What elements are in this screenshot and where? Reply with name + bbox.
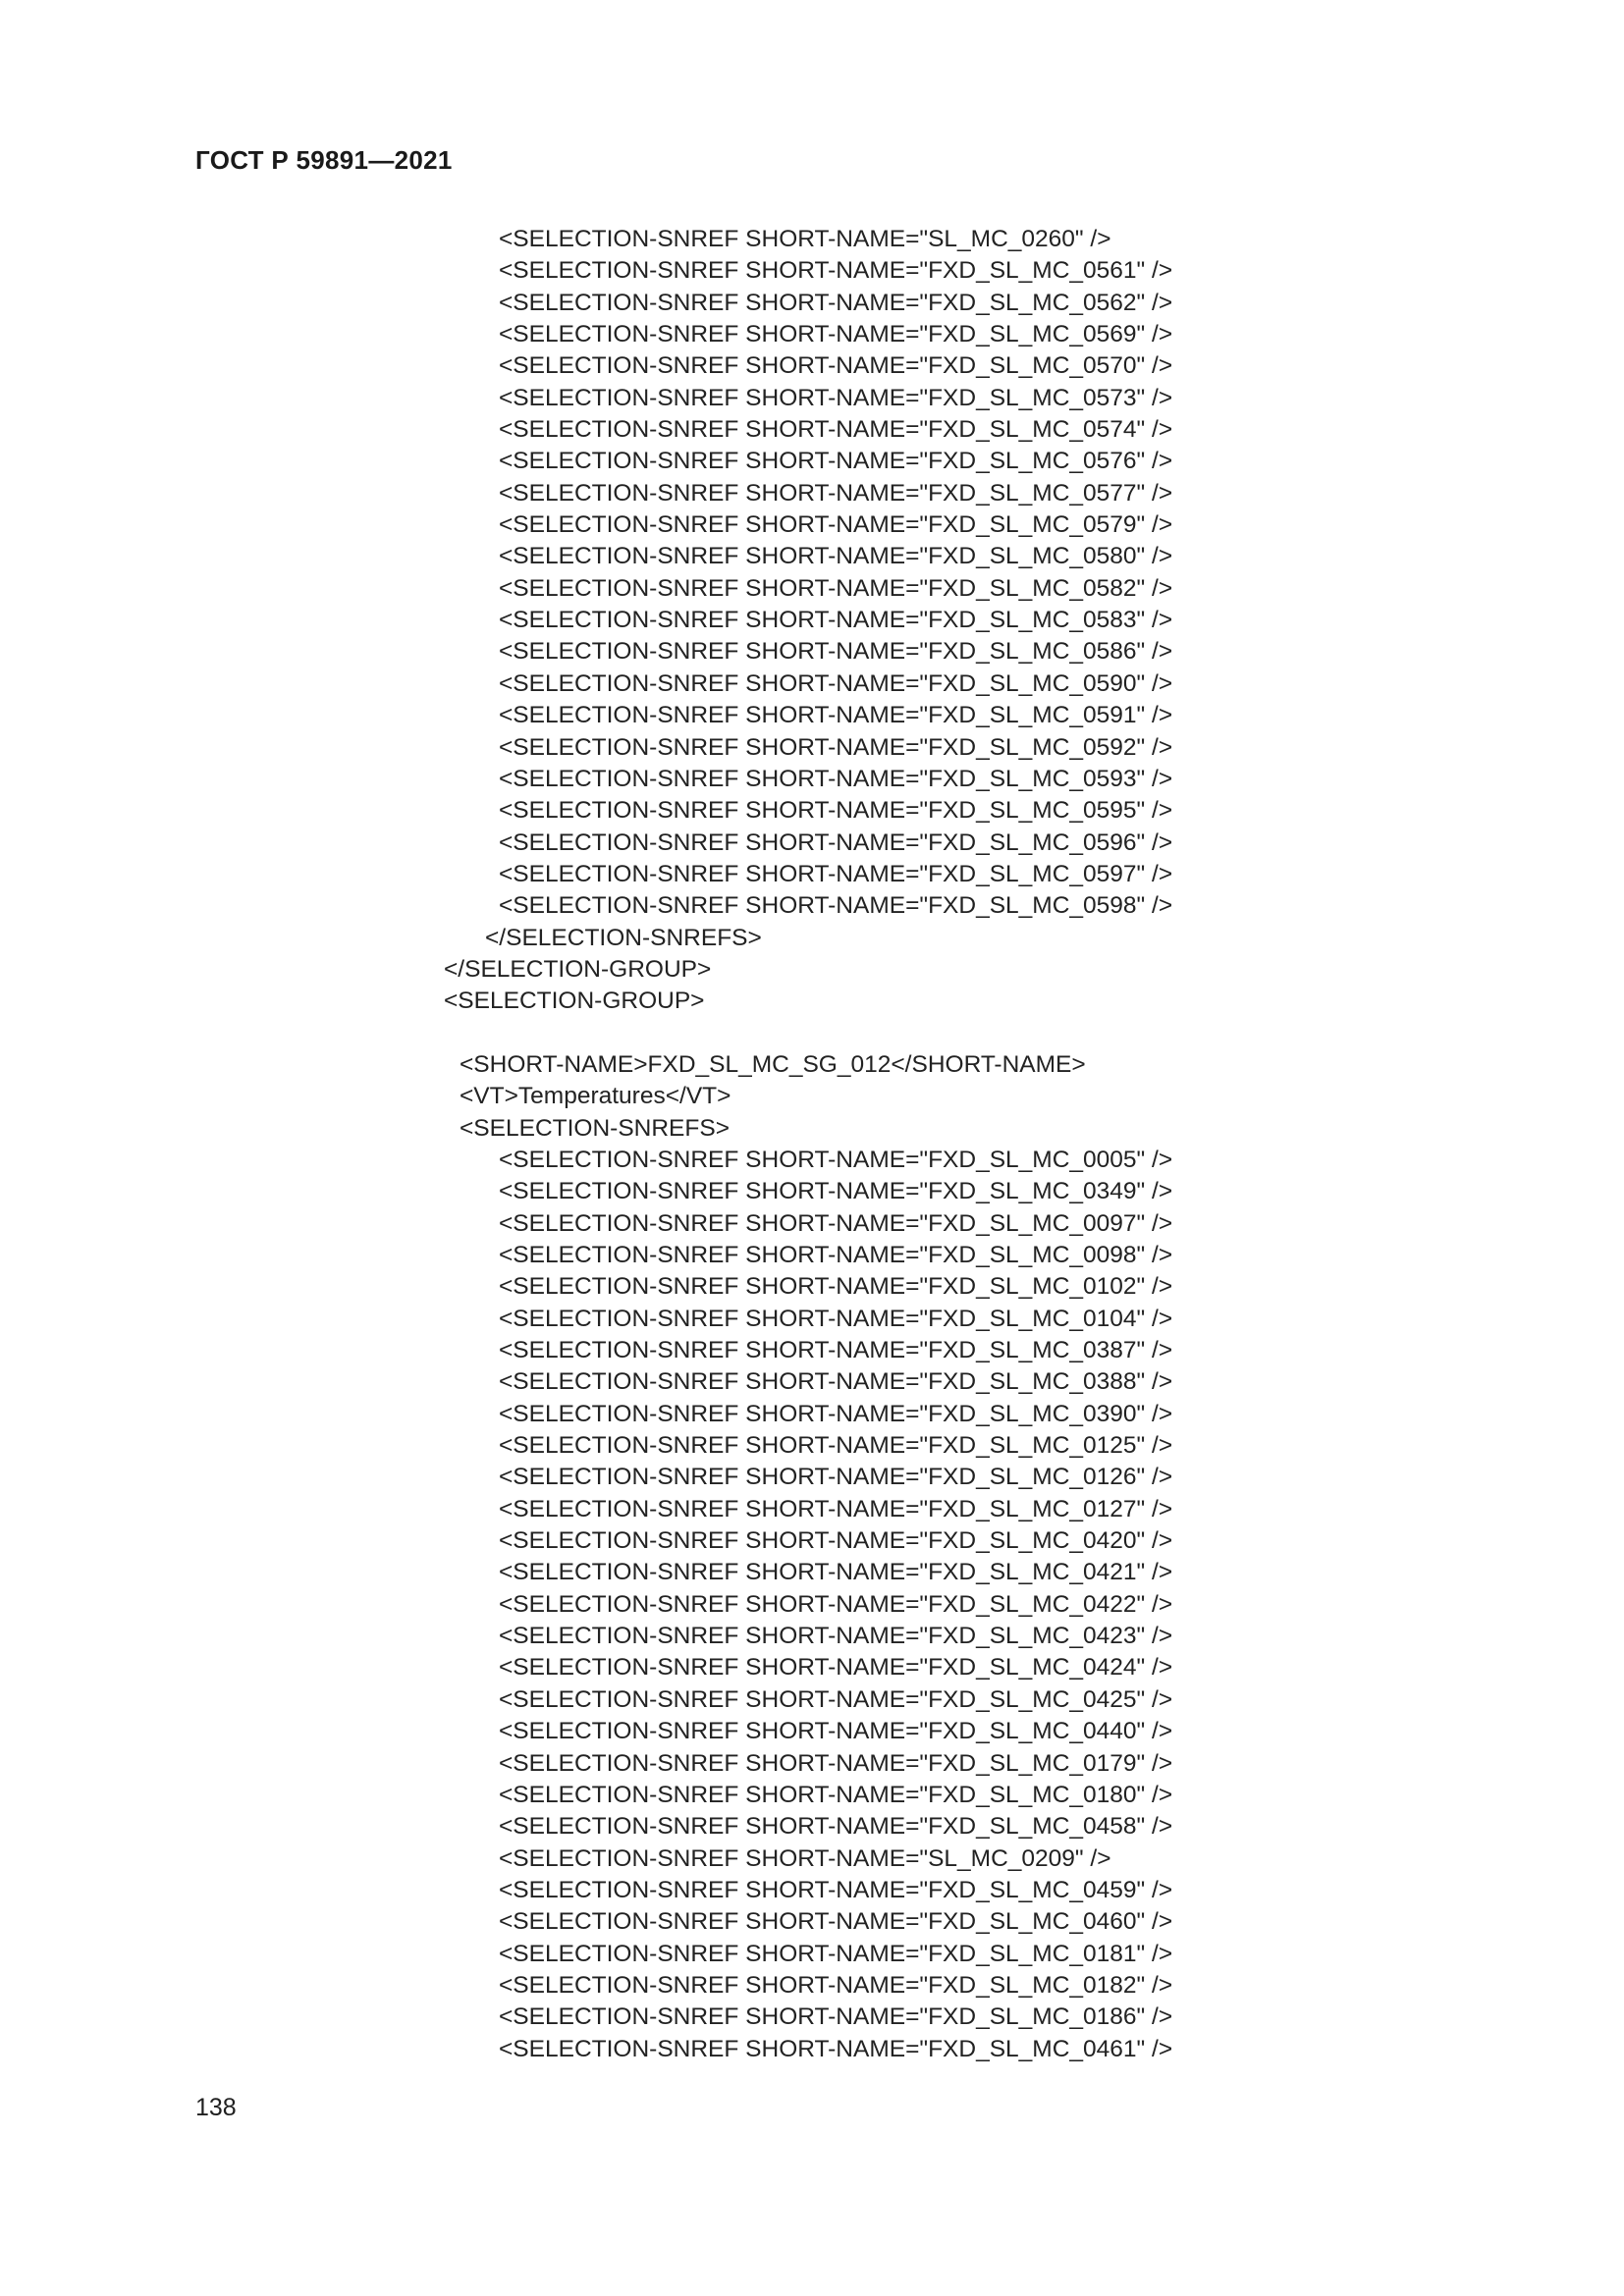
code-line: <SELECTION-SNREF SHORT-NAME="FXD_SL_MC_0424" /> [499, 1654, 1173, 1682]
code-line: <SELECTION-SNREF SHORT-NAME="FXD_SL_MC_0388" /> [499, 1368, 1173, 1396]
code-line: <SELECTION-SNREF SHORT-NAME="FXD_SL_MC_0421" /> [499, 1559, 1173, 1586]
code-line: <SELECTION-SNREF SHORT-NAME="FXD_SL_MC_0460" /> [499, 1908, 1173, 1936]
code-line: <SHORT-NAME>FXD_SL_MC_SG_012</SHORT-NAME> [460, 1050, 1086, 1078]
code-line: <SELECTION-SNREF SHORT-NAME="FXD_SL_MC_0420" /> [499, 1527, 1173, 1555]
code-line: <SELECTION-SNREF SHORT-NAME="FXD_SL_MC_0598" /> [499, 892, 1173, 920]
code-line: <SELECTION-SNREF SHORT-NAME="FXD_SL_MC_0577" /> [499, 479, 1173, 507]
code-line: <SELECTION-SNREF SHORT-NAME="SL_MC_0260" /> [499, 226, 1111, 252]
code-line: </SELECTION-SNREFS> [485, 924, 762, 951]
code-line: <SELECTION-SNREF SHORT-NAME="FXD_SL_MC_0579" /> [499, 511, 1173, 539]
code-line: <SELECTION-SNREF SHORT-NAME="FXD_SL_MC_0005" /> [499, 1146, 1173, 1173]
code-line: <SELECTION-SNREF SHORT-NAME="FXD_SL_MC_0574" /> [499, 416, 1173, 444]
code-line: <SELECTION-SNREF SHORT-NAME="FXD_SL_MC_0570" /> [499, 352, 1173, 380]
code-line: <SELECTION-SNREF SHORT-NAME="FXD_SL_MC_0592" /> [499, 733, 1173, 761]
code-line: <SELECTION-SNREF SHORT-NAME="FXD_SL_MC_0576" /> [499, 448, 1173, 475]
code-line [0, 1018, 1624, 1049]
code-line: <SELECTION-SNREF SHORT-NAME="FXD_SL_MC_0595" /> [499, 797, 1173, 825]
xml-code-listing [0, 224, 1624, 2065]
code-line: <SELECTION-SNREF SHORT-NAME="FXD_SL_MC_0573" /> [499, 384, 1173, 411]
code-line: <SELECTION-SNREF SHORT-NAME="FXD_SL_MC_0127" /> [499, 1495, 1173, 1522]
code-line: <SELECTION-SNREF SHORT-NAME="FXD_SL_MC_0181" /> [499, 1940, 1173, 1967]
code-line: <VT>Temperatures</VT> [460, 1083, 731, 1110]
code-line: <SELECTION-SNREF SHORT-NAME="FXD_SL_MC_0422" /> [499, 1590, 1173, 1618]
code-line: <SELECTION-SNREF SHORT-NAME="FXD_SL_MC_0561" /> [499, 257, 1173, 285]
code-line: <SELECTION-SNREF SHORT-NAME="FXD_SL_MC_0582" /> [499, 574, 1173, 602]
code-line: <SELECTION-SNREF SHORT-NAME="FXD_SL_MC_0097" /> [499, 1209, 1173, 1237]
code-line: <SELECTION-SNREF SHORT-NAME="FXD_SL_MC_0583" /> [499, 607, 1173, 634]
code-line: <SELECTION-SNREF SHORT-NAME="FXD_SL_MC_0180" /> [499, 1781, 1173, 1808]
code-line: <SELECTION-SNREF SHORT-NAME="FXD_SL_MC_0461" /> [499, 2035, 1173, 2062]
code-line: <SELECTION-SNREF SHORT-NAME="FXD_SL_MC_0591" /> [499, 702, 1173, 729]
code-line: <SELECTION-SNREF SHORT-NAME="FXD_SL_MC_0593" /> [499, 765, 1173, 792]
code-line: <SELECTION-SNREF SHORT-NAME="FXD_SL_MC_0569" /> [499, 321, 1173, 348]
code-line: <SELECTION-SNREFS> [460, 1114, 731, 1142]
code-line: <SELECTION-SNREF SHORT-NAME="FXD_SL_MC_0580" /> [499, 543, 1173, 570]
code-line: <SELECTION-SNREF SHORT-NAME="FXD_SL_MC_0182" /> [499, 1971, 1173, 1999]
code-line: <SELECTION-SNREF SHORT-NAME="FXD_SL_MC_0125" /> [499, 1432, 1173, 1460]
code-line: <SELECTION-SNREF SHORT-NAME="FXD_SL_MC_0104" /> [499, 1305, 1173, 1332]
document-header-title: ГОСТ Р 59891—2021 [195, 145, 453, 175]
code-line: <SELECTION-SNREF SHORT-NAME="FXD_SL_MC_0596" /> [499, 828, 1173, 856]
code-line: <SELECTION-SNREF SHORT-NAME="FXD_SL_MC_0590" /> [499, 669, 1173, 697]
code-line: <SELECTION-SNREF SHORT-NAME="SL_MC_0209" /> [499, 1844, 1111, 1872]
code-line: <SELECTION-SNREF SHORT-NAME="FXD_SL_MC_0179" /> [499, 1749, 1173, 1777]
code-line: <SELECTION-SNREF SHORT-NAME="FXD_SL_MC_0102" /> [499, 1273, 1173, 1301]
code-line: <SELECTION-SNREF SHORT-NAME="FXD_SL_MC_0098" /> [499, 1242, 1173, 1268]
code-line: <SELECTION-SNREF SHORT-NAME="FXD_SL_MC_0387" /> [499, 1337, 1173, 1364]
code-line: <SELECTION-SNREF SHORT-NAME="FXD_SL_MC_0425" /> [499, 1685, 1173, 1713]
code-line: <SELECTION-SNREF SHORT-NAME="FXD_SL_MC_0423" /> [499, 1623, 1173, 1650]
code-line: <SELECTION-SNREF SHORT-NAME="FXD_SL_MC_0186" /> [499, 2003, 1173, 2031]
code-line: <SELECTION-SNREF SHORT-NAME="FXD_SL_MC_0586" /> [499, 638, 1173, 666]
code-line: <SELECTION-GROUP> [444, 988, 705, 1015]
page-number: 138 [195, 2094, 237, 2121]
code-line: <SELECTION-SNREF SHORT-NAME="FXD_SL_MC_0349" /> [499, 1178, 1173, 1205]
code-line: <SELECTION-SNREF SHORT-NAME="FXD_SL_MC_0390" /> [499, 1400, 1173, 1427]
code-line: <SELECTION-SNREF SHORT-NAME="FXD_SL_MC_0562" /> [499, 289, 1173, 316]
code-line: <SELECTION-SNREF SHORT-NAME="FXD_SL_MC_0440" /> [499, 1718, 1173, 1745]
code-line: <SELECTION-SNREF SHORT-NAME="FXD_SL_MC_0126" /> [499, 1464, 1173, 1491]
code-line: </SELECTION-GROUP> [444, 955, 712, 983]
code-line: <SELECTION-SNREF SHORT-NAME="FXD_SL_MC_0597" /> [499, 860, 1173, 887]
code-line: <SELECTION-SNREF SHORT-NAME="FXD_SL_MC_0459" /> [499, 1876, 1173, 1903]
code-line: <SELECTION-SNREF SHORT-NAME="FXD_SL_MC_0458" /> [499, 1813, 1173, 1841]
